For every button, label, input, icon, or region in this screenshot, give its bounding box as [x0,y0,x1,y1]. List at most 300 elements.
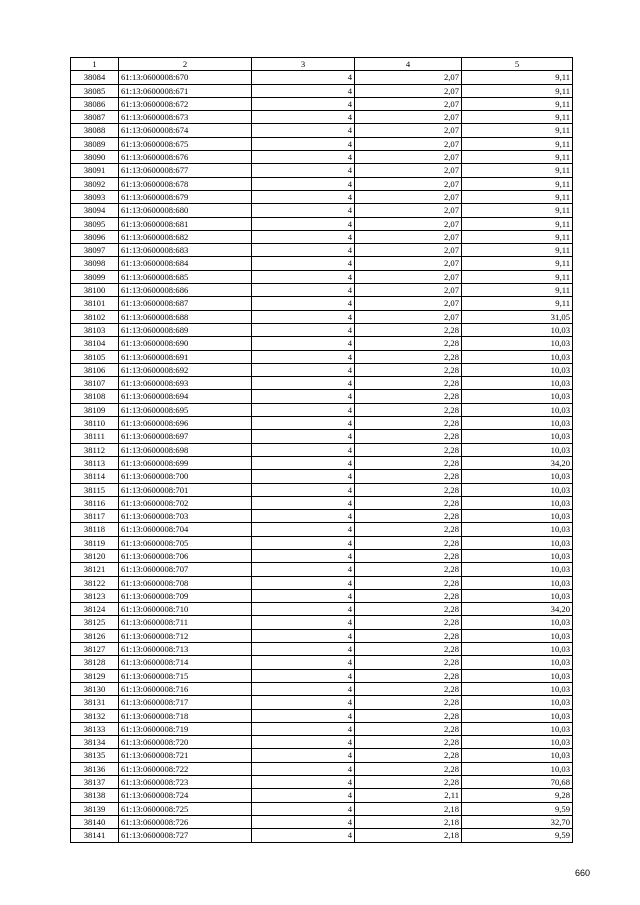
cadastral-number-cell: 61:13:0600008:727 [119,829,252,842]
page-number: 660 [574,868,590,878]
col5-value-cell: 10,03 [462,722,573,735]
cadastral-number-cell: 61:13:0600008:695 [119,403,252,416]
table-row [71,456,573,469]
col3-value-cell: 4 [252,177,355,190]
row-number-cell: 38099 [71,270,119,283]
column-header-4: 4 [355,58,462,71]
col4-value-cell: 2,07 [355,84,462,97]
cadastral-number-cell: 61:13:0600008:723 [119,776,252,789]
column-header-3: 3 [252,58,355,71]
col5-value-cell: 10,03 [462,709,573,722]
row-number-cell: 38111 [71,430,119,443]
col3-value-cell: 4 [252,749,355,762]
row-number-cell: 38124 [71,603,119,616]
row-number-cell: 38095 [71,217,119,230]
row-number-cell: 38092 [71,177,119,190]
row-number-cell: 38102 [71,310,119,323]
table-row [71,257,573,270]
row-number-cell: 38117 [71,510,119,523]
col4-value-cell: 2,28 [355,536,462,549]
table-row [71,270,573,283]
row-number-cell: 38088 [71,124,119,137]
col4-value-cell: 2,28 [355,616,462,629]
col4-value-cell: 2,07 [355,111,462,124]
table-row [71,284,573,297]
col3-value-cell: 4 [252,390,355,403]
col3-value-cell: 4 [252,97,355,110]
col5-value-cell: 9,11 [462,217,573,230]
table-row [71,656,573,669]
table-row [71,337,573,350]
col4-value-cell: 2,18 [355,829,462,842]
row-number-cell: 38139 [71,802,119,815]
col5-value-cell: 9,11 [462,84,573,97]
row-number-cell: 38125 [71,616,119,629]
col4-value-cell: 2,28 [355,629,462,642]
col5-value-cell: 9,59 [462,829,573,842]
row-number-cell: 38126 [71,629,119,642]
col5-value-cell: 10,03 [462,736,573,749]
row-number-cell: 38122 [71,576,119,589]
col3-value-cell: 4 [252,629,355,642]
table-row [71,616,573,629]
cadastral-number-cell: 61:13:0600008:686 [119,284,252,297]
col3-value-cell: 4 [252,417,355,430]
row-number-cell: 38100 [71,284,119,297]
col5-value-cell: 34,20 [462,456,573,469]
col5-value-cell: 34,20 [462,603,573,616]
cadastral-number-cell: 61:13:0600008:684 [119,257,252,270]
col4-value-cell: 2,07 [355,190,462,203]
row-number-cell: 38114 [71,470,119,483]
row-number-cell: 38138 [71,789,119,802]
cadastral-number-cell: 61:13:0600008:711 [119,616,252,629]
row-number-cell: 38123 [71,589,119,602]
col4-value-cell: 2,28 [355,417,462,430]
col5-value-cell: 10,03 [462,589,573,602]
cadastral-number-cell: 61:13:0600008:699 [119,456,252,469]
col4-value-cell: 2,28 [355,377,462,390]
row-number-cell: 38116 [71,496,119,509]
col4-value-cell: 2,28 [355,510,462,523]
cadastral-number-cell: 61:13:0600008:715 [119,669,252,682]
col5-value-cell: 9,11 [462,297,573,310]
table-row [71,483,573,496]
table-row [71,111,573,124]
cadastral-number-cell: 61:13:0600008:701 [119,483,252,496]
col3-value-cell: 4 [252,337,355,350]
col5-value-cell: 10,03 [462,616,573,629]
col3-value-cell: 4 [252,230,355,243]
row-number-cell: 38086 [71,97,119,110]
table-row [71,589,573,602]
table-row [71,536,573,549]
col4-value-cell: 2,28 [355,549,462,562]
col5-value-cell: 9,59 [462,802,573,815]
row-number-cell: 38127 [71,643,119,656]
row-number-cell: 38096 [71,230,119,243]
cadastral-number-cell: 61:13:0600008:693 [119,377,252,390]
table-row [71,177,573,190]
col4-value-cell: 2,18 [355,802,462,815]
col3-value-cell: 4 [252,84,355,97]
col4-value-cell: 2,28 [355,363,462,376]
col4-value-cell: 2,07 [355,164,462,177]
col5-value-cell: 9,11 [462,137,573,150]
col4-value-cell: 2,28 [355,496,462,509]
col5-value-cell: 10,03 [462,403,573,416]
table-row [71,84,573,97]
table-row [71,297,573,310]
col4-value-cell: 2,07 [355,204,462,217]
col3-value-cell: 4 [252,669,355,682]
cadastral-number-cell: 61:13:0600008:682 [119,230,252,243]
cadastral-number-cell: 61:13:0600008:712 [119,629,252,642]
cadastral-number-cell: 61:13:0600008:704 [119,523,252,536]
col3-value-cell: 4 [252,217,355,230]
col5-value-cell: 9,11 [462,230,573,243]
col5-value-cell: 9,11 [462,71,573,84]
row-number-cell: 38098 [71,257,119,270]
col5-value-cell: 9,11 [462,257,573,270]
col4-value-cell: 2,28 [355,390,462,403]
col5-value-cell: 10,03 [462,549,573,562]
cadastral-number-cell: 61:13:0600008:721 [119,749,252,762]
col4-value-cell: 2,28 [355,749,462,762]
table-row [71,443,573,456]
table-row [71,470,573,483]
cadastral-number-cell: 61:13:0600008:706 [119,549,252,562]
data-table [70,57,573,843]
col5-value-cell: 9,11 [462,270,573,283]
col3-value-cell: 4 [252,696,355,709]
cadastral-number-cell: 61:13:0600008:722 [119,762,252,775]
col5-value-cell: 9,11 [462,164,573,177]
col5-value-cell: 32,70 [462,815,573,828]
table-row [71,390,573,403]
cadastral-number-cell: 61:13:0600008:724 [119,789,252,802]
row-number-cell: 38104 [71,337,119,350]
table-row [71,217,573,230]
col4-value-cell: 2,28 [355,563,462,576]
col3-value-cell: 4 [252,829,355,842]
col4-value-cell: 2,07 [355,97,462,110]
col5-value-cell: 9,11 [462,97,573,110]
col4-value-cell: 2,07 [355,124,462,137]
table-row [71,204,573,217]
col5-value-cell: 10,03 [462,483,573,496]
col3-value-cell: 4 [252,536,355,549]
column-header-2: 2 [119,58,252,71]
cadastral-number-cell: 61:13:0600008:700 [119,470,252,483]
col4-value-cell: 2,28 [355,323,462,336]
col4-value-cell: 2,07 [355,284,462,297]
col5-value-cell: 10,03 [462,510,573,523]
col3-value-cell: 4 [252,403,355,416]
col4-value-cell: 2,28 [355,722,462,735]
col4-value-cell: 2,28 [355,470,462,483]
col4-value-cell: 2,28 [355,483,462,496]
col5-value-cell: 10,03 [462,682,573,695]
col5-value-cell: 9,11 [462,151,573,164]
col4-value-cell: 2,07 [355,257,462,270]
cadastral-number-cell: 61:13:0600008:719 [119,722,252,735]
cadastral-number-cell: 61:13:0600008:692 [119,363,252,376]
col5-value-cell: 10,03 [462,656,573,669]
table-row [71,802,573,815]
row-number-cell: 38115 [71,483,119,496]
col3-value-cell: 4 [252,377,355,390]
row-number-cell: 38103 [71,323,119,336]
col3-value-cell: 4 [252,124,355,137]
col4-value-cell: 2,28 [355,403,462,416]
row-number-cell: 38112 [71,443,119,456]
table-row [71,549,573,562]
column-header-5: 5 [462,58,573,71]
cadastral-number-cell: 61:13:0600008:708 [119,576,252,589]
cadastral-number-cell: 61:13:0600008:676 [119,151,252,164]
row-number-cell: 38119 [71,536,119,549]
table-row [71,776,573,789]
table-row [71,124,573,137]
cadastral-number-cell: 61:13:0600008:685 [119,270,252,283]
col5-value-cell: 10,03 [462,696,573,709]
row-number-cell: 38109 [71,403,119,416]
col5-value-cell: 10,03 [462,643,573,656]
col3-value-cell: 4 [252,496,355,509]
col4-value-cell: 2,28 [355,589,462,602]
col4-value-cell: 2,28 [355,656,462,669]
table-row [71,709,573,722]
table-row [71,230,573,243]
cadastral-number-cell: 61:13:0600008:716 [119,682,252,695]
cadastral-number-cell: 61:13:0600008:709 [119,589,252,602]
col5-value-cell: 9,11 [462,124,573,137]
col4-value-cell: 2,28 [355,762,462,775]
col3-value-cell: 4 [252,576,355,589]
cadastral-number-cell: 61:13:0600008:677 [119,164,252,177]
row-number-cell: 38128 [71,656,119,669]
col5-value-cell: 9,11 [462,177,573,190]
row-number-cell: 38108 [71,390,119,403]
table-row [71,523,573,536]
col3-value-cell: 4 [252,736,355,749]
col5-value-cell: 10,03 [462,350,573,363]
cadastral-number-cell: 61:13:0600008:683 [119,244,252,257]
col3-value-cell: 4 [252,656,355,669]
col4-value-cell: 2,07 [355,151,462,164]
col5-value-cell: 9,11 [462,204,573,217]
col3-value-cell: 4 [252,257,355,270]
col5-value-cell: 10,03 [462,430,573,443]
col4-value-cell: 2,28 [355,430,462,443]
col3-value-cell: 4 [252,323,355,336]
cadastral-number-cell: 61:13:0600008:691 [119,350,252,363]
table-row [71,696,573,709]
col3-value-cell: 4 [252,523,355,536]
col4-value-cell: 2,28 [355,696,462,709]
col3-value-cell: 4 [252,470,355,483]
col5-value-cell: 9,28 [462,789,573,802]
col5-value-cell: 10,03 [462,417,573,430]
col4-value-cell: 2,28 [355,669,462,682]
col5-value-cell: 10,03 [462,496,573,509]
cadastral-number-cell: 61:13:0600008:671 [119,84,252,97]
col3-value-cell: 4 [252,603,355,616]
col3-value-cell: 4 [252,164,355,177]
cadastral-number-cell: 61:13:0600008:707 [119,563,252,576]
cadastral-number-cell: 61:13:0600008:726 [119,815,252,828]
table-row [71,323,573,336]
row-number-cell: 38094 [71,204,119,217]
row-number-cell: 38129 [71,669,119,682]
col3-value-cell: 4 [252,722,355,735]
col3-value-cell: 4 [252,762,355,775]
table-row [71,417,573,430]
col5-value-cell: 10,03 [462,762,573,775]
table-row [71,603,573,616]
col5-value-cell: 10,03 [462,536,573,549]
col5-value-cell: 10,03 [462,390,573,403]
cadastral-number-cell: 61:13:0600008:670 [119,71,252,84]
col3-value-cell: 4 [252,802,355,815]
row-number-cell: 38089 [71,137,119,150]
table-row [71,71,573,84]
col5-value-cell: 10,03 [462,377,573,390]
cadastral-number-cell: 61:13:0600008:714 [119,656,252,669]
header-row [71,58,573,71]
cadastral-number-cell: 61:13:0600008:710 [119,603,252,616]
col4-value-cell: 2,07 [355,270,462,283]
table-row [71,576,573,589]
table-row [71,310,573,323]
row-number-cell: 38130 [71,682,119,695]
col3-value-cell: 4 [252,682,355,695]
cadastral-number-cell: 61:13:0600008:689 [119,323,252,336]
cadastral-number-cell: 61:13:0600008:717 [119,696,252,709]
col4-value-cell: 2,07 [355,177,462,190]
col3-value-cell: 4 [252,297,355,310]
table-row [71,829,573,842]
col3-value-cell: 4 [252,563,355,576]
cadastral-number-cell: 61:13:0600008:673 [119,111,252,124]
table-row [71,164,573,177]
table-row [71,669,573,682]
cadastral-number-cell: 61:13:0600008:705 [119,536,252,549]
row-number-cell: 38091 [71,164,119,177]
col5-value-cell: 9,11 [462,111,573,124]
col3-value-cell: 4 [252,190,355,203]
table-row [71,510,573,523]
col4-value-cell: 2,28 [355,776,462,789]
table-row [71,643,573,656]
col4-value-cell: 2,18 [355,815,462,828]
col5-value-cell: 9,11 [462,284,573,297]
col4-value-cell: 2,28 [355,337,462,350]
col4-value-cell: 2,07 [355,244,462,257]
table-row [71,377,573,390]
table-row [71,789,573,802]
table-row [71,682,573,695]
col3-value-cell: 4 [252,443,355,456]
col5-value-cell: 10,03 [462,669,573,682]
col3-value-cell: 4 [252,549,355,562]
cadastral-number-cell: 61:13:0600008:681 [119,217,252,230]
table-row [71,430,573,443]
col4-value-cell: 2,07 [355,71,462,84]
row-number-cell: 38131 [71,696,119,709]
col3-value-cell: 4 [252,815,355,828]
col3-value-cell: 4 [252,643,355,656]
col5-value-cell: 10,03 [462,629,573,642]
table-row [71,137,573,150]
row-number-cell: 38133 [71,722,119,735]
table-row [71,403,573,416]
cadastral-number-cell: 61:13:0600008:718 [119,709,252,722]
col5-value-cell: 10,03 [462,323,573,336]
row-number-cell: 38090 [71,151,119,164]
row-number-cell: 38084 [71,71,119,84]
table-row [71,151,573,164]
table-row [71,97,573,110]
col4-value-cell: 2,28 [355,736,462,749]
col4-value-cell: 2,28 [355,709,462,722]
col4-value-cell: 2,28 [355,603,462,616]
col4-value-cell: 2,07 [355,217,462,230]
col4-value-cell: 2,07 [355,230,462,243]
col5-value-cell: 9,11 [462,244,573,257]
col5-value-cell: 70,68 [462,776,573,789]
cadastral-number-cell: 61:13:0600008:720 [119,736,252,749]
cadastral-number-cell: 61:13:0600008:698 [119,443,252,456]
table-row [71,244,573,257]
table-row [71,736,573,749]
table-row [71,762,573,775]
table-row [71,563,573,576]
cadastral-number-cell: 61:13:0600008:703 [119,510,252,523]
col5-value-cell: 31,05 [462,310,573,323]
col4-value-cell: 2,28 [355,523,462,536]
col3-value-cell: 4 [252,510,355,523]
row-number-cell: 38110 [71,417,119,430]
row-number-cell: 38120 [71,549,119,562]
col5-value-cell: 10,03 [462,563,573,576]
table-row [71,190,573,203]
row-number-cell: 38113 [71,456,119,469]
cadastral-number-cell: 61:13:0600008:690 [119,337,252,350]
row-number-cell: 38101 [71,297,119,310]
col3-value-cell: 4 [252,350,355,363]
col4-value-cell: 2,07 [355,310,462,323]
col5-value-cell: 10,03 [462,470,573,483]
col3-value-cell: 4 [252,363,355,376]
col4-value-cell: 2,28 [355,350,462,363]
cadastral-number-cell: 61:13:0600008:675 [119,137,252,150]
col5-value-cell: 10,03 [462,363,573,376]
row-number-cell: 38107 [71,377,119,390]
column-header-1: 1 [71,58,119,71]
table-row [71,815,573,828]
col4-value-cell: 2,28 [355,456,462,469]
row-number-cell: 38121 [71,563,119,576]
cadastral-number-cell: 61:13:0600008:688 [119,310,252,323]
table-row [71,629,573,642]
col3-value-cell: 4 [252,456,355,469]
col5-value-cell: 10,03 [462,337,573,350]
table-row [71,363,573,376]
cadastral-number-cell: 61:13:0600008:679 [119,190,252,203]
col3-value-cell: 4 [252,204,355,217]
